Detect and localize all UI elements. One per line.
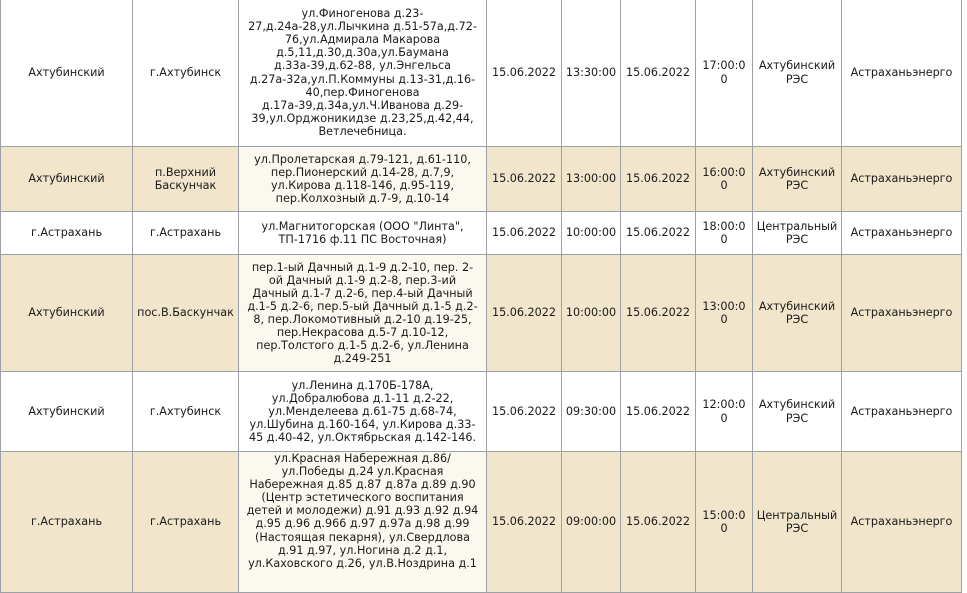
start-time-cell: 13:00:00 xyxy=(562,147,621,212)
locality-cell: г.Ахтубинск xyxy=(133,372,239,452)
start-time-cell: 10:00:00 xyxy=(562,212,621,255)
end-date-cell: 15.06.2022 xyxy=(621,372,696,452)
start-time-cell: 09:00:00 xyxy=(562,452,621,593)
district-cell: Ахтубинский xyxy=(1,372,133,452)
addresses-cell: ул.Красная Набережная д.86/ ул.Победы д.24 ул.Красная Набережная д.85 д.87 д.87а д.89 д.90 (Центр эстетического воспитания детей и молодежи) д.91 д.93 д.92 д.94 д.95 д.96 д.966 д.97 д.97а д.98 д.99 (Настоящая пекарня), ул.Свердлова д.91 д.97, ул.Ногина д.2 д.1, ул.Каховского д.26, ул.В.Ноздрина д.1 xyxy=(239,452,487,593)
end-time-cell: 13:00:00 xyxy=(696,255,753,372)
company-cell: Астраханьэнерго xyxy=(842,452,962,593)
res-cell: Центральный РЭС xyxy=(753,212,842,255)
addresses-cell: пер.1-ый Дачный д.1-9 д.2-10, пер. 2-ой Дачный д.1-9 д.2-8, пер.3-ий Дачный д.1-7 д.2-6, пер.4-ый Дачный д.1-5 д.2-6, пер.5-ый Дачный д.1-5 д.2-8, пер.Локомотивный д.2-10 д.19-25, пер.Некрасова д.5-7 д.10-12, пер.Толстого д.1-5 д.2-6, ул.Ленина д.249-251 xyxy=(239,255,487,372)
addresses-cell: ул.Ленина д.170Б-178А, ул.Добралюбова д.1-11 д.2-22, ул.Менделеева д.61-75 д.68-74, ул.Шубина д.160-164, ул.Кирова д.33-45 д.40-42, ул.Октябрьская д.142-146. xyxy=(239,372,487,452)
district-cell: Ахтубинский xyxy=(1,0,133,147)
start-time-cell: 10:00:00 xyxy=(562,255,621,372)
table-row xyxy=(1,212,962,255)
res-cell: Ахтубинский РЭС xyxy=(753,147,842,212)
company-cell: Астраханьэнерго xyxy=(842,255,962,372)
start-date-cell: 15.06.2022 xyxy=(487,452,562,593)
start-date-cell: 15.06.2022 xyxy=(487,372,562,452)
start-time-cell: 09:30:00 xyxy=(562,372,621,452)
district-cell: г.Астрахань xyxy=(1,452,133,593)
table-row xyxy=(1,372,962,452)
locality-cell: г.Ахтубинск xyxy=(133,0,239,147)
start-date-cell: 15.06.2022 xyxy=(487,212,562,255)
table-row xyxy=(1,255,962,372)
res-cell: Ахтубинский РЭС xyxy=(753,372,842,452)
end-time-cell: 15:00:00 xyxy=(696,452,753,593)
start-date-cell: 15.06.2022 xyxy=(487,147,562,212)
locality-cell: п.Верхний Баскунчак xyxy=(133,147,239,212)
table-row xyxy=(1,147,962,212)
addresses-cell: ул.Финогенова д.23-27,д.24а-28,ул.Лычкина д.51-57а,д.72-76,ул.Адмирала Макарова д.5,11,д.30,д.30а,ул.Баумана д.33а-39,д.62-88, ул.Энгельса д.27а-32а,ул.П.Коммуны д.13-31,д.16-40,пер.Финогенова д.17а-39,д.34а,ул.Ч.Иванова д.29-39,ул.Орджоникидзе д.23,25,д.42,44, Ветлечебница. xyxy=(239,0,487,147)
company-cell: Астраханьэнерго xyxy=(842,212,962,255)
end-time-cell: 12:00:00 xyxy=(696,372,753,452)
end-time-cell: 16:00:00 xyxy=(696,147,753,212)
district-cell: Ахтубинский xyxy=(1,255,133,372)
end-time-cell: 17:00:00 xyxy=(696,0,753,147)
start-time-cell: 13:30:00 xyxy=(562,0,621,147)
end-date-cell: 15.06.2022 xyxy=(621,147,696,212)
end-date-cell: 15.06.2022 xyxy=(621,255,696,372)
company-cell: Астраханьэнерго xyxy=(842,0,962,147)
locality-cell: г.Астрахань xyxy=(133,452,239,593)
res-cell: Ахтубинский РЭС xyxy=(753,255,842,372)
end-time-cell: 18:00:00 xyxy=(696,212,753,255)
end-date-cell: 15.06.2022 xyxy=(621,212,696,255)
table-row xyxy=(1,0,962,147)
addresses-cell: ул.Магнитогорская (ООО "Линта", ТП-1716 ф.11 ПС Восточная) xyxy=(239,212,487,255)
addresses-cell: ул.Пролетарская д.79-121, д.61-110, пер.Пионерский д.14-28, д.7,9, ул.Кирова д.118-146, д.95-119, пер.Колхозный д.7-9, д.10-14 xyxy=(239,147,487,212)
end-date-cell: 15.06.2022 xyxy=(621,0,696,147)
start-date-cell: 15.06.2022 xyxy=(487,255,562,372)
res-cell: Ахтубинский РЭС xyxy=(753,0,842,147)
start-date-cell: 15.06.2022 xyxy=(487,0,562,147)
locality-cell: г.Астрахань xyxy=(133,212,239,255)
table-row xyxy=(1,452,962,593)
locality-cell: пос.В.Баскунчак xyxy=(133,255,239,372)
company-cell: Астраханьэнерго xyxy=(842,372,962,452)
district-cell: Ахтубинский xyxy=(1,147,133,212)
district-cell: г.Астрахань xyxy=(1,212,133,255)
end-date-cell: 15.06.2022 xyxy=(621,452,696,593)
company-cell: Астраханьэнерго xyxy=(842,147,962,212)
res-cell: Центральный РЭС xyxy=(753,452,842,593)
